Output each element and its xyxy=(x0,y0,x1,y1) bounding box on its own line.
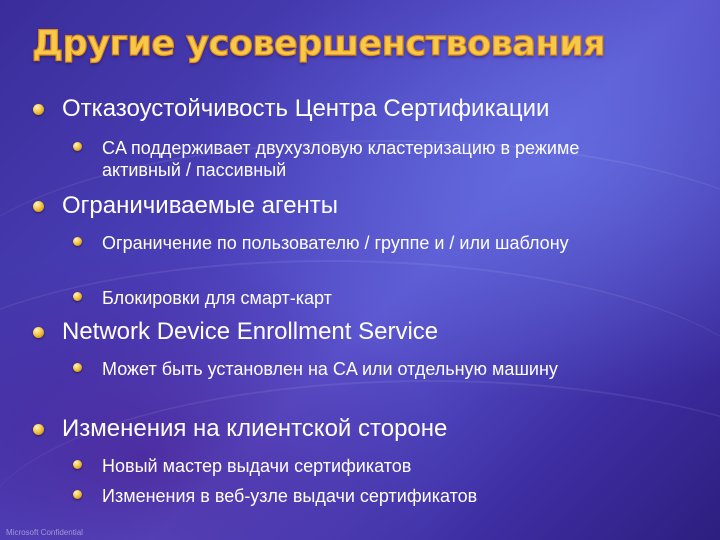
confidential-footer: Microsoft Confidential xyxy=(6,528,83,537)
sub-bullet-icon xyxy=(73,292,82,301)
section-item: Блокировки для смарт-карт xyxy=(102,288,332,308)
section-item: Может быть установлен на CA или отдельную машину xyxy=(102,359,558,379)
sub-bullet-icon xyxy=(73,460,82,469)
sub-bullet-icon xyxy=(73,363,82,372)
bullet-icon xyxy=(33,424,44,435)
slide-title: Другие усовершенствования xyxy=(32,24,606,64)
section-item: Изменения в веб-узле выдачи сертификатов xyxy=(102,486,478,506)
sub-bullet-icon xyxy=(73,237,82,246)
bullet-icon xyxy=(33,327,44,338)
section-heading: Отказоустойчивость Центра Сертификации xyxy=(62,95,550,122)
section-heading: Ограничиваемые агенты xyxy=(62,192,339,219)
section-heading: Изменения на клиентской стороне xyxy=(62,415,448,442)
bullet-icon xyxy=(33,201,44,212)
bullet-icon xyxy=(33,104,44,115)
sub-bullet-icon xyxy=(73,142,82,151)
section-item: Новый мастер выдачи сертификатов xyxy=(102,456,412,476)
section-item: CA поддерживает двухузловую кластеризацию в режиме активный / пассивный xyxy=(102,138,580,180)
sub-bullet-icon xyxy=(73,490,82,499)
section-item: Ограничение по пользователю / группе и / или шаблону xyxy=(102,233,569,253)
section-heading: Network Device Enrollment Service xyxy=(62,318,439,345)
